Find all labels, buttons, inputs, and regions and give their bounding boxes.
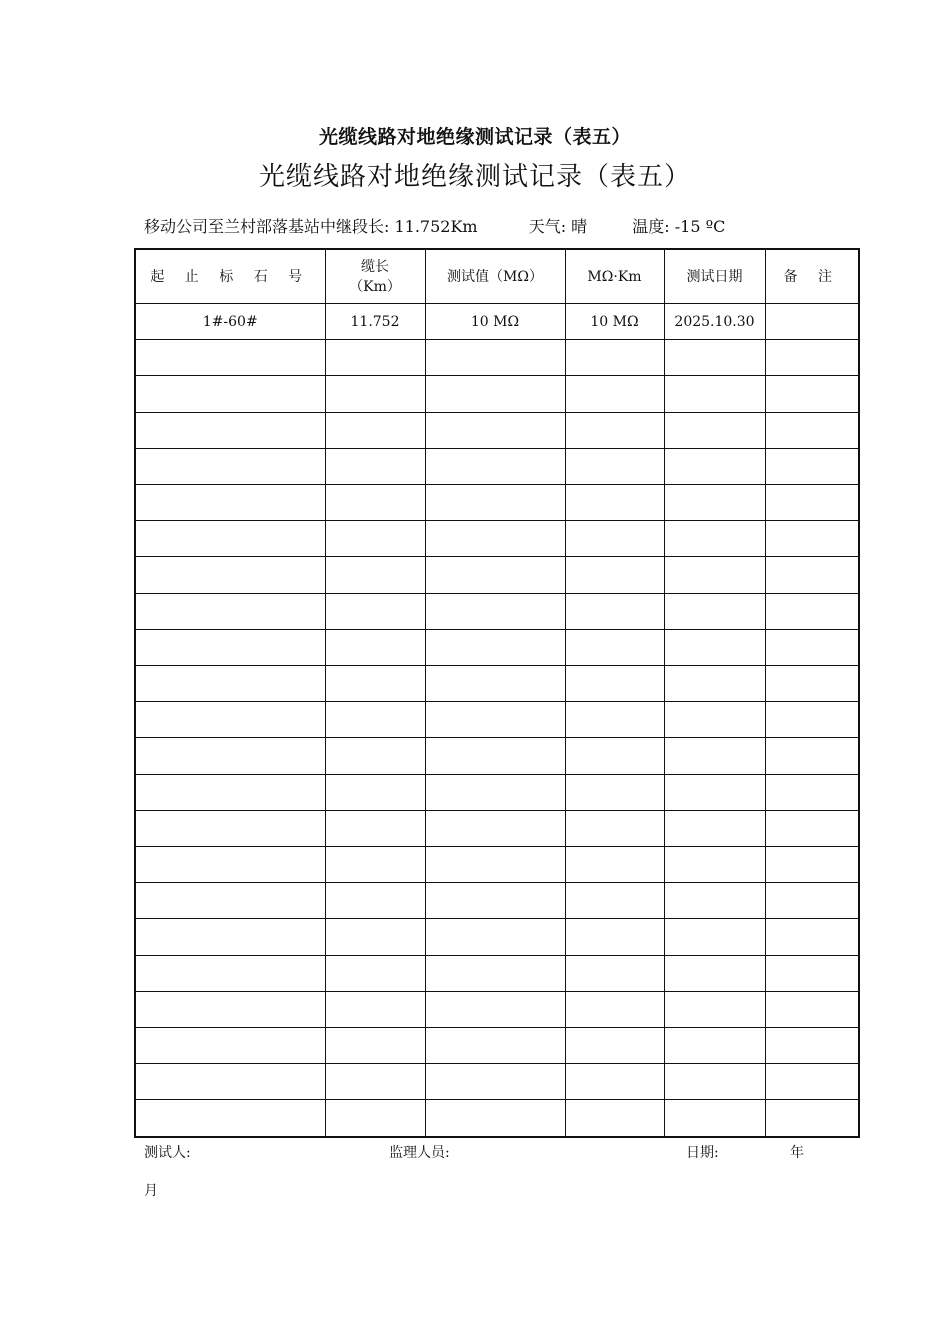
cell-test-date	[664, 340, 765, 376]
table-row	[135, 847, 859, 883]
cell-cable-length	[325, 666, 425, 702]
cell-test-value	[425, 883, 565, 919]
cell-test-value	[425, 412, 565, 448]
cell-test-date	[664, 1100, 765, 1137]
table-row	[135, 1064, 859, 1100]
cell-mohm-km	[565, 340, 664, 376]
cell-cable-length	[325, 340, 425, 376]
cell-test-date: 2025.10.30	[664, 304, 765, 340]
cell-test-value	[425, 774, 565, 810]
header-cable-length: 缆长 （Km）	[325, 249, 425, 304]
table-header-row	[135, 249, 859, 304]
cell-test-value	[425, 629, 565, 665]
cell-mohm-km	[565, 883, 664, 919]
table-row	[135, 448, 859, 484]
cell-cable-length	[325, 629, 425, 665]
cell-remarks	[765, 376, 859, 412]
cell-test-date	[664, 666, 765, 702]
cell-mohm-km	[565, 376, 664, 412]
cell-remarks	[765, 991, 859, 1027]
cell-test-date	[664, 1064, 765, 1100]
cell-marker-range	[135, 485, 325, 521]
cell-test-date	[664, 991, 765, 1027]
cell-test-date	[664, 738, 765, 774]
cell-remarks	[765, 593, 859, 629]
cell-marker-range	[135, 557, 325, 593]
cell-test-value	[425, 810, 565, 846]
header-test-date: 测试日期	[664, 249, 765, 304]
cell-marker-range	[135, 340, 325, 376]
cell-remarks	[765, 1064, 859, 1100]
cell-test-value	[425, 593, 565, 629]
cell-cable-length	[325, 883, 425, 919]
cell-marker-range	[135, 847, 325, 883]
table-row	[135, 702, 859, 738]
cell-cable-length	[325, 955, 425, 991]
table-row	[135, 810, 859, 846]
cell-mohm-km	[565, 1028, 664, 1064]
header-mohm-km: MΩ·Km	[565, 249, 664, 304]
cell-remarks	[765, 919, 859, 955]
cell-mohm-km	[565, 991, 664, 1027]
cell-test-value	[425, 991, 565, 1027]
cell-marker-range	[135, 738, 325, 774]
cell-remarks	[765, 774, 859, 810]
cell-marker-range	[135, 666, 325, 702]
tester-label: 测试人:	[144, 1145, 191, 1161]
cell-test-value	[425, 376, 565, 412]
cell-marker-range	[135, 919, 325, 955]
cell-marker-range	[135, 1100, 325, 1137]
table-row	[135, 955, 859, 991]
table-row	[135, 304, 859, 340]
cell-remarks	[765, 955, 859, 991]
cell-remarks	[765, 629, 859, 665]
table-row	[135, 521, 859, 557]
cell-remarks	[765, 340, 859, 376]
cell-test-value	[425, 1100, 565, 1137]
cell-test-value	[425, 485, 565, 521]
cell-test-date	[664, 1028, 765, 1064]
cell-remarks	[765, 485, 859, 521]
cell-cable-length	[325, 557, 425, 593]
cell-test-date	[664, 702, 765, 738]
temperature-label: 温度: -15 ºC	[632, 217, 726, 236]
cell-test-value	[425, 448, 565, 484]
table-row	[135, 1028, 859, 1064]
table-row	[135, 738, 859, 774]
month-label: 月	[144, 1183, 158, 1199]
weather-label: 天气: 晴	[528, 217, 588, 236]
cell-cable-length	[325, 702, 425, 738]
cell-marker-range	[135, 521, 325, 557]
header-remarks: 备 注	[765, 249, 859, 304]
table-row	[135, 919, 859, 955]
cell-mohm-km	[565, 485, 664, 521]
table-row	[135, 412, 859, 448]
table-row	[135, 774, 859, 810]
cell-test-value	[425, 557, 565, 593]
cell-test-value	[425, 666, 565, 702]
cell-cable-length	[325, 412, 425, 448]
table-row	[135, 340, 859, 376]
cell-marker-range	[135, 593, 325, 629]
cell-mohm-km	[565, 448, 664, 484]
table-row	[135, 883, 859, 919]
document-main-title: 光缆线路对地绝缘测试记录（表五）	[258, 162, 691, 192]
cell-cable-length	[325, 1100, 425, 1137]
cell-test-date	[664, 629, 765, 665]
cell-marker-range	[135, 412, 325, 448]
cell-test-value: 10 MΩ	[425, 304, 565, 340]
section-length-label: 移动公司至兰村部落基站中继段长: 11.752Km	[144, 217, 478, 236]
cell-marker-range	[135, 702, 325, 738]
table-body	[135, 304, 859, 1138]
cell-cable-length	[325, 485, 425, 521]
cell-test-date	[664, 485, 765, 521]
header-test-value: 测试值（MΩ）	[425, 249, 565, 304]
cell-mohm-km: 10 MΩ	[565, 304, 664, 340]
cell-test-date	[664, 810, 765, 846]
cell-remarks	[765, 521, 859, 557]
table-row	[135, 991, 859, 1027]
cell-mohm-km	[565, 955, 664, 991]
cell-mohm-km	[565, 593, 664, 629]
cell-mohm-km	[565, 521, 664, 557]
table-row	[135, 593, 859, 629]
cell-marker-range	[135, 629, 325, 665]
cell-cable-length	[325, 847, 425, 883]
cell-mohm-km	[565, 1100, 664, 1137]
cell-mohm-km	[565, 810, 664, 846]
table-row	[135, 666, 859, 702]
cell-marker-range	[135, 883, 325, 919]
cell-test-date	[664, 847, 765, 883]
cell-cable-length: 11.752	[325, 304, 425, 340]
cell-remarks	[765, 738, 859, 774]
cell-remarks	[765, 847, 859, 883]
cell-mohm-km	[565, 847, 664, 883]
cell-test-date	[664, 593, 765, 629]
cell-mohm-km	[565, 738, 664, 774]
cell-cable-length	[325, 919, 425, 955]
cell-test-value	[425, 847, 565, 883]
year-label: 年	[790, 1145, 804, 1161]
date-label: 日期:	[686, 1145, 719, 1161]
cell-cable-length	[325, 774, 425, 810]
cell-mohm-km	[565, 919, 664, 955]
cell-marker-range	[135, 810, 325, 846]
cell-test-value	[425, 340, 565, 376]
cell-mohm-km	[565, 557, 664, 593]
cell-remarks	[765, 666, 859, 702]
cell-cable-length	[325, 738, 425, 774]
cell-marker-range	[135, 448, 325, 484]
cell-cable-length	[325, 376, 425, 412]
cell-test-date	[664, 955, 765, 991]
cell-test-date	[664, 412, 765, 448]
document-title: 光缆线路对地绝缘测试记录（表五）	[318, 126, 631, 148]
info-line	[144, 214, 725, 237]
cell-marker-range	[135, 774, 325, 810]
cell-test-value	[425, 919, 565, 955]
cell-test-date	[664, 521, 765, 557]
cell-test-value	[425, 955, 565, 991]
cell-marker-range	[135, 376, 325, 412]
table-row	[135, 557, 859, 593]
cell-cable-length	[325, 521, 425, 557]
cell-remarks	[765, 412, 859, 448]
cell-marker-range	[135, 1064, 325, 1100]
header-marker-range: 起 止 标 石 号	[135, 249, 325, 304]
cell-mohm-km	[565, 702, 664, 738]
cell-mohm-km	[565, 412, 664, 448]
cell-marker-range	[135, 955, 325, 991]
cell-mohm-km	[565, 629, 664, 665]
cell-test-date	[664, 557, 765, 593]
cell-marker-range	[135, 991, 325, 1027]
cell-remarks	[765, 557, 859, 593]
cell-marker-range	[135, 1028, 325, 1064]
cell-cable-length	[325, 810, 425, 846]
cell-remarks	[765, 702, 859, 738]
cell-remarks	[765, 448, 859, 484]
table-row	[135, 376, 859, 412]
cell-mohm-km	[565, 1064, 664, 1100]
cell-test-value	[425, 702, 565, 738]
cell-test-date	[664, 448, 765, 484]
cell-test-date	[664, 376, 765, 412]
table-row	[135, 1100, 859, 1137]
cell-cable-length	[325, 448, 425, 484]
cell-remarks	[765, 304, 859, 340]
cell-test-value	[425, 738, 565, 774]
table-row	[135, 485, 859, 521]
cell-test-value	[425, 1028, 565, 1064]
cell-test-value	[425, 521, 565, 557]
cell-test-value	[425, 1064, 565, 1100]
cell-test-date	[664, 774, 765, 810]
cell-cable-length	[325, 593, 425, 629]
cell-test-date	[664, 919, 765, 955]
cell-test-date	[664, 883, 765, 919]
cell-remarks	[765, 1028, 859, 1064]
insulation-test-table	[134, 248, 860, 1138]
cell-cable-length	[325, 1064, 425, 1100]
cell-remarks	[765, 883, 859, 919]
cell-mohm-km	[565, 774, 664, 810]
table-row	[135, 629, 859, 665]
cell-marker-range: 1#-60#	[135, 304, 325, 340]
cell-mohm-km	[565, 666, 664, 702]
cell-remarks	[765, 810, 859, 846]
supervisor-label: 监理人员:	[389, 1145, 450, 1161]
cell-cable-length	[325, 991, 425, 1027]
cell-remarks	[765, 1100, 859, 1137]
cell-cable-length	[325, 1028, 425, 1064]
